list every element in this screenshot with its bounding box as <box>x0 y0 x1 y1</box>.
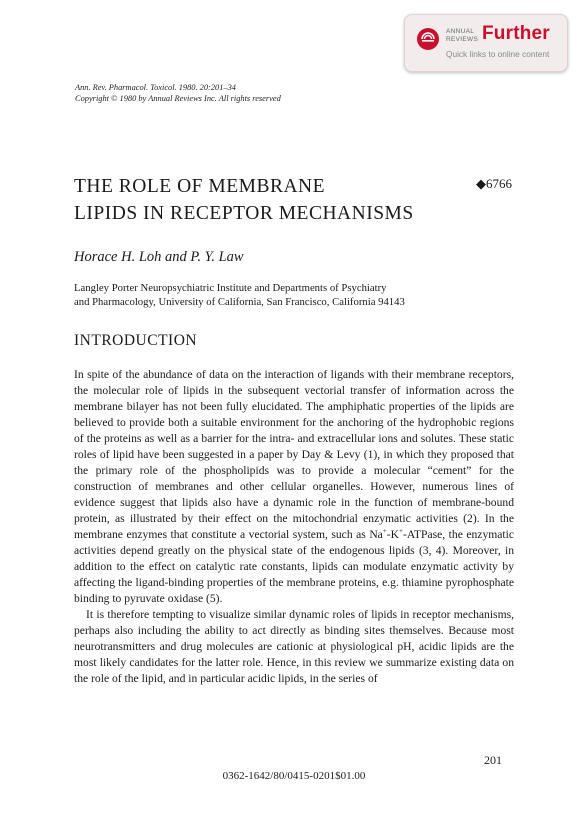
page-number: 201 <box>484 753 502 767</box>
citation-line-2: Copyright © 1980 by Annual Reviews Inc. All rights reserved <box>75 94 281 103</box>
superscript-plus-2: + <box>399 527 403 536</box>
superscript-plus-1: + <box>382 527 387 536</box>
journal-citation <box>75 82 281 104</box>
further-label[interactable]: Further <box>482 23 550 44</box>
title-line-2: LIPIDS IN RECEPTOR MECHANISMS <box>74 203 414 224</box>
affiliation-line-2: and Pharmacology, University of California, San Francisco, California 94143 <box>74 296 405 308</box>
article-authors: Horace H. Loh and P. Y. Law <box>74 249 244 265</box>
section-heading: INTRODUCTION <box>74 332 198 349</box>
affiliation-line-1: Langley Porter Neuropsychiatric Institute and Departments of Psychiatry <box>74 282 387 294</box>
article-code: ◆6766 <box>476 176 512 191</box>
paragraph-1-part-b: -ATPase, the enzymatic activities depend greatly on the physical state of the endogenous lipids (3, 4). Moreover, in addition to the effect on catalytic rate constants, lipids can modulate enzymatic activity by affecting the ligand-binding properties of the membrane proteins, e.g. thiamine pyrophosphate binding to pyruvate oxidase (5). <box>74 528 514 605</box>
article-body <box>74 367 514 687</box>
article-title <box>74 173 494 227</box>
paragraph-1 <box>74 367 514 607</box>
paragraph-1-part-mid: -K <box>386 528 400 541</box>
publisher-line-2: REVIEWS <box>446 35 479 43</box>
citation-line-1: Ann. Rev. Pharmacol. Toxicol. 1980. 20:201–34 <box>75 83 236 92</box>
publisher-name <box>446 28 480 43</box>
quick-links-text[interactable]: Quick links to online content <box>446 49 550 59</box>
annual-reviews-logo-icon <box>417 28 439 50</box>
author-affiliation <box>74 281 514 309</box>
publisher-line-1: ANNUAL <box>446 28 475 35</box>
paragraph-2: It is therefore tempting to visualize similar dynamic roles of lipids in receptor mechanisms, perhaps also including the ability to act directly as binding sites themselves. Because most neurotransmitters and drug molecules are cationic at physiological pH, acidic lipids are the most likely candidates for the latter role. Hence, in this review we summarize existing data on the role of the lipid, and in particular acidic lipids, in the series of <box>74 608 514 685</box>
paragraph-1-part-a: In spite of the abundance of data on the interaction of ligands with their membrane receptors, the molecular role of lipids in the subsequent vectorial transfer of information across the membrane bilayer has not been fully elucidated. The amphiphatic properties of the lipids are believed to provide both a suitable environment for the anchoring of the hydrophobic regions of the proteins as well as a barrier for the intra- and extracellular ions and solutes. These static roles of lipid have been suggested in a paper by Day & Levy (1), in which they proposed that the primary role of the phospholipids was to provide a molecular “cement” for the construction of membranes and other cellular organelles. However, numerous lines of evidence suggest that lipids also have a dynamic role in the function of membrane-bound protein, as illustrated by their effect on the mitochondrial enzymatic activities (2). In the membrane enzymes that constitute a vectorial system, such as Na <box>74 368 514 541</box>
title-line-1: THE ROLE OF MEMBRANE <box>74 176 326 197</box>
issn-code: 0362-1642/80/0415-0201$01.00 <box>222 770 366 782</box>
further-links-badge[interactable] <box>404 14 568 72</box>
